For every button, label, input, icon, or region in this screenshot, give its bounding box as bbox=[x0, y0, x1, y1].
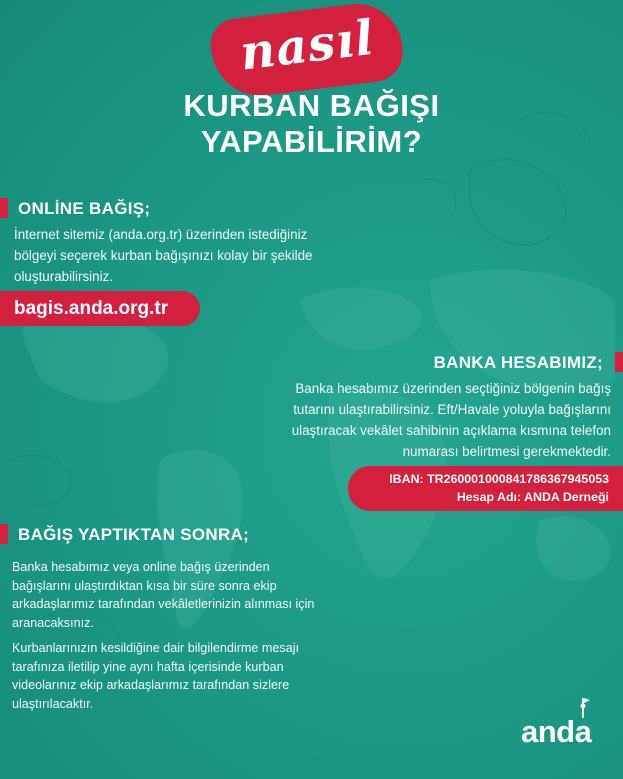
account-name: Hesap Adı: ANDA Derneği bbox=[456, 490, 609, 504]
online-link[interactable]: bagis.anda.org.tr bbox=[14, 298, 169, 319]
anda-logo: anda bbox=[521, 714, 592, 749]
bank-heading: BANKA HESABIMIZ; bbox=[433, 353, 603, 372]
bank-accent-bar bbox=[615, 352, 623, 372]
title-line-1: KURBAN BAĞIŞI bbox=[183, 88, 440, 123]
script-word: nasıl bbox=[237, 9, 378, 82]
online-description: İnternet sitemiz (anda.org.tr) üzerinden istediğiniz bölgeyi seçerek kurban bağışınızı kolay bir şekilde oluşturabilirsiniz. bbox=[14, 227, 313, 284]
iban-number[interactable]: IBAN: TR260001000841786367945053 bbox=[389, 472, 609, 486]
bank-description: Banka hesabımız üzerinden seçtiğiniz bölgenin bağış tutarını ulaştırabilirsiniz. Eft/Havale yoluyla bağışlarını ulaştıracak vekâlet sahibinin açıklama kısmına telefon numarası belirtmesi gerekmektedir. bbox=[291, 381, 611, 459]
title-line-2: YAPABİLİRİM? bbox=[200, 124, 423, 159]
after-paragraph-2: Kurbanlarınızın kesildiğine dair bilgilendirme mesajı tarafınıza iletilip yine aynı hafta içerisinde kurban videolarınız ekip arkadaşlarımız tarafından sizlere ulaştırılacaktır. bbox=[12, 641, 299, 711]
online-heading: ONLİNE BAĞIŞ; bbox=[18, 199, 151, 218]
online-accent-bar bbox=[0, 198, 8, 218]
after-paragraph-1: Banka hesabımız veya online bağış üzerinden bağışlarını ulaştırdıktan kısa bir süre sonra ekip arkadaşlarımız tarafından vekâletlerinizin alınması için aranacaksınız. bbox=[12, 560, 315, 630]
after-accent-bar bbox=[0, 524, 8, 544]
after-heading: BAĞIŞ YAPTIKTAN SONRA; bbox=[18, 525, 250, 544]
